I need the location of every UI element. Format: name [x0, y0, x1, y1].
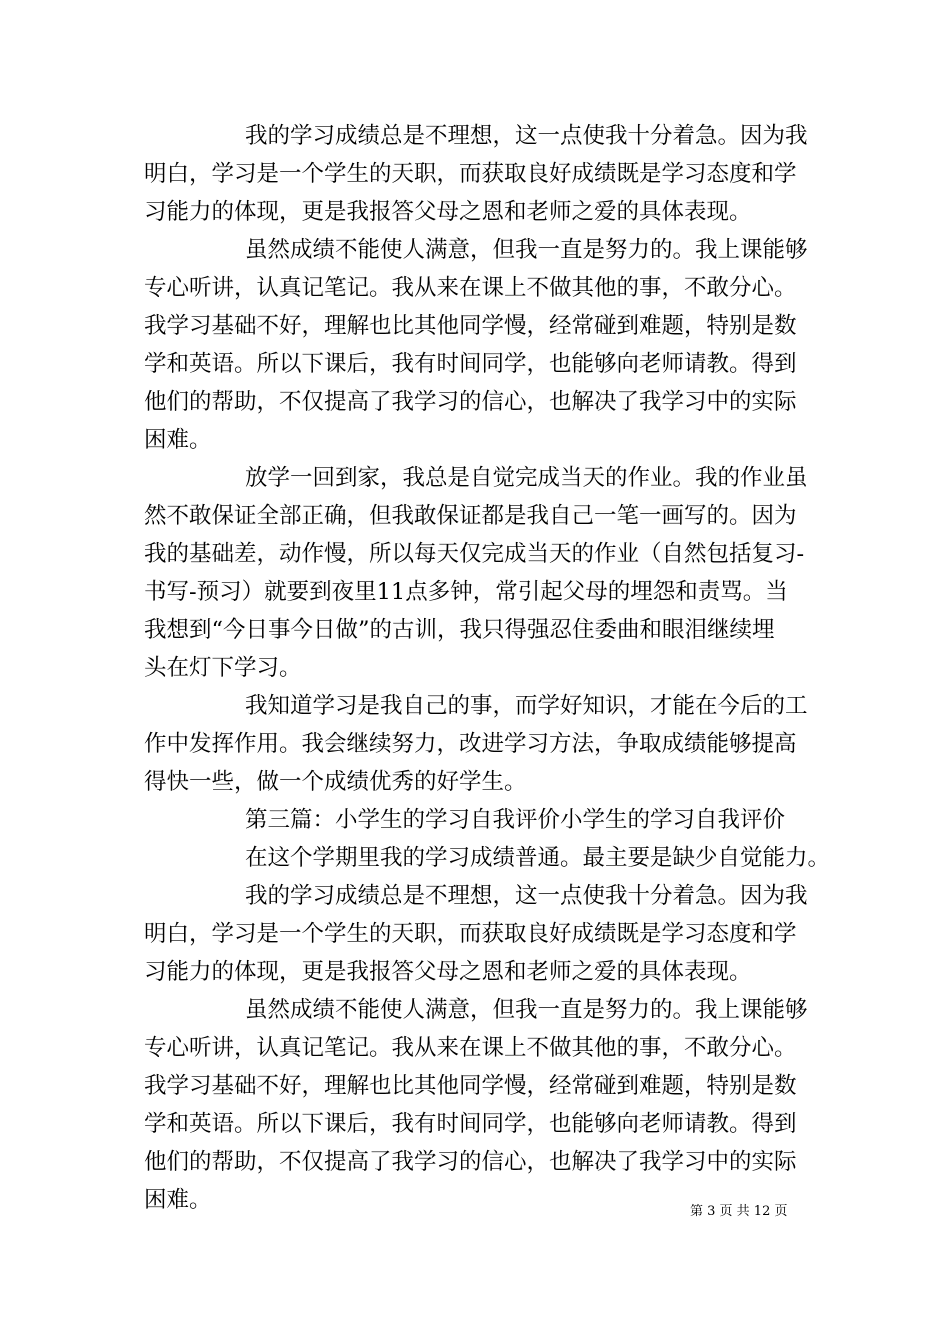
section-heading: 第三篇：小学生的学习自我评价小学生的学习自我评价 — [245, 807, 786, 833]
text-line: 明白，学习是一个学生的天职，而获取良好成绩既是学习态度和学 — [144, 161, 797, 187]
text-line: 学和英语。所以下课后，我有时间同学，也能够向老师请教。得到 — [144, 1111, 797, 1137]
text-line: 明白，学习是一个学生的天职，而获取良好成绩既是学习态度和学 — [144, 921, 797, 947]
text-line: 我想到“今日事今日做”的古训，我只得强忍住委曲和眼泪继续埋 — [144, 617, 775, 643]
text-line: 我的基础差，动作慢，所以每天仅完成当天的作业（自然包括复习- — [144, 541, 805, 567]
text-line: 我学习基础不好，理解也比其他同学慢，经常碰到难题，特别是数 — [144, 1073, 797, 1099]
text-line: 困难。 — [144, 427, 212, 453]
text-line: 我学习基础不好，理解也比其他同学慢，经常碰到难题，特别是数 — [144, 313, 797, 339]
text-line: 虽然成绩不能使人满意，但我一直是努力的。我上课能够 — [245, 237, 808, 263]
text-line: 专心听讲，认真记笔记。我从来在课上不做其他的事，不敢分心。 — [144, 1035, 797, 1061]
text-line: 困难。 — [144, 1187, 212, 1213]
text-line: 头在灯下学习。 — [144, 655, 302, 681]
text-line: 我的学习成绩总是不理想，这一点使我十分着急。因为我 — [245, 883, 808, 909]
text-line: 习能力的体现，更是我报答父母之恩和老师之爱的具体表现。 — [144, 199, 752, 225]
text-line: 我知道学习是我自己的事，而学好知识，才能在今后的工 — [245, 693, 808, 719]
text-line: 专心听讲，认真记笔记。我从来在课上不做其他的事，不敢分心。 — [144, 275, 797, 301]
text-line: 虽然成绩不能使人满意，但我一直是努力的。我上课能够 — [245, 997, 808, 1023]
text-line: 作中发挥作用。我会继续努力，改进学习方法，争取成绩能够提高 — [144, 731, 797, 757]
text-line: 我的学习成绩总是不理想，这一点使我十分着急。因为我 — [245, 123, 808, 149]
text-line: 在这个学期里我的学习成绩普通。最主要是缺少自觉能力。 — [245, 845, 831, 871]
text-line: 习能力的体现，更是我报答父母之恩和老师之爱的具体表现。 — [144, 959, 752, 985]
text-line: 书写-预习）就要到夜里11点多钟，常引起父母的埋怨和责骂。当 — [144, 579, 788, 605]
page-number-footer: 第 3 页 共 12 页 — [690, 1204, 788, 1219]
text-line: 放学一回到家，我总是自觉完成当天的作业。我的作业虽 — [245, 465, 808, 491]
text-line: 然不敢保证全部正确，但我敢保证都是我自己一笔一画写的。因为 — [144, 503, 797, 529]
text-line: 他们的帮助，不仅提高了我学习的信心，也解决了我学习中的实际 — [144, 1149, 797, 1175]
text-line: 他们的帮助，不仅提高了我学习的信心，也解决了我学习中的实际 — [144, 389, 797, 415]
text-line: 学和英语。所以下课后，我有时间同学，也能够向老师请教。得到 — [144, 351, 797, 377]
text-line: 得快一些，做一个成绩优秀的好学生。 — [144, 769, 527, 795]
